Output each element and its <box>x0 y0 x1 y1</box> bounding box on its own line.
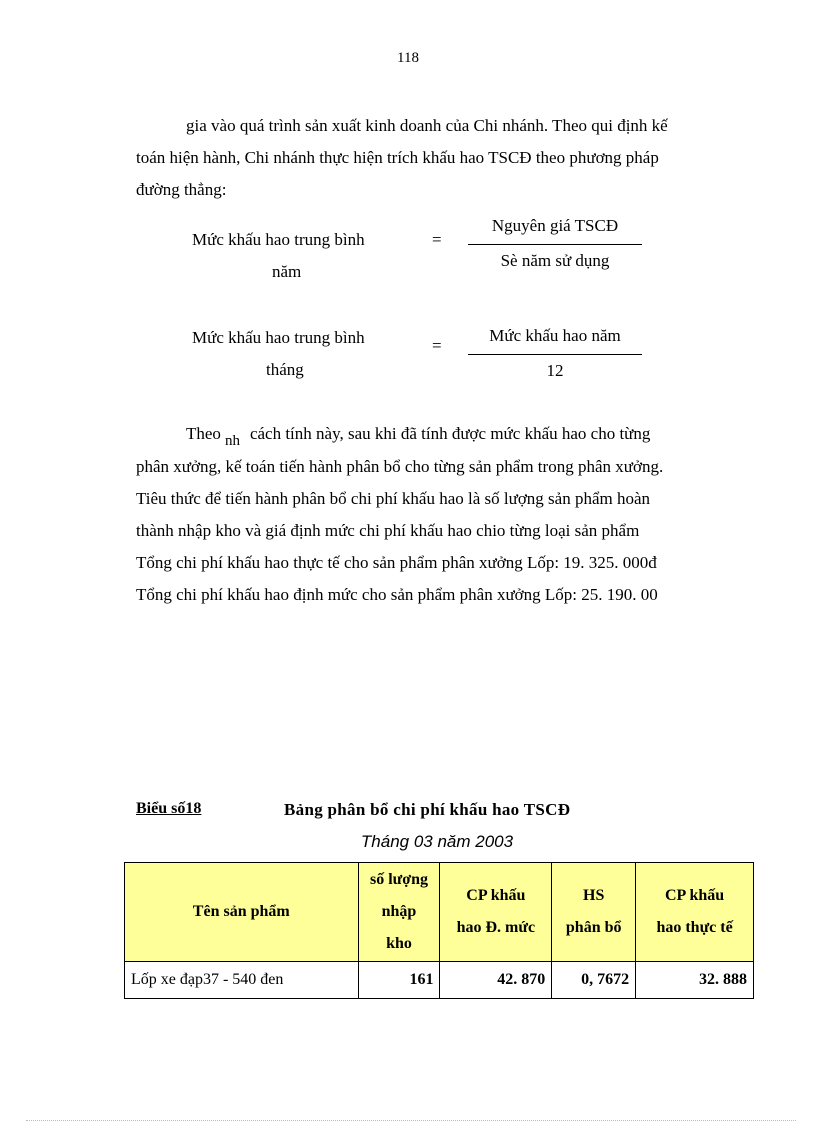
text-line: đường thẳng: <box>136 180 227 199</box>
cell-cp-norm: 42. 870 <box>440 962 552 999</box>
formula-monthly-label <box>192 322 392 386</box>
header-line: CP khấu <box>665 887 725 904</box>
header-line: kho <box>386 935 412 952</box>
fraction-monthly <box>468 326 642 381</box>
text-word: Theo <box>186 424 221 443</box>
cell-quantity: 161 <box>358 962 440 999</box>
subscript-mark: nh <box>224 433 240 449</box>
header-line: số lượng <box>369 871 428 888</box>
cell-product-name: Lốp xe đạp37 - 540 đen <box>125 962 359 999</box>
text-line: thành nhập kho và giá định mức chi phí khấu hao chio từng loại sản phẩm <box>136 521 640 540</box>
header-line: phân bổ <box>565 919 622 936</box>
text-line: Tổng chi phí khấu hao thực tế cho sản phẩm phân xưởng Lốp: 19. 325. 000đ <box>136 553 657 572</box>
text-line: toán hiện hành, Chi nhánh thực hiện trích khấu hao TSCĐ theo phương pháp <box>136 148 659 167</box>
formula-label-line: Mức khấu hao trung bình <box>192 230 365 249</box>
depreciation-allocation-table <box>124 862 754 999</box>
header-line: CP khấu <box>466 887 526 904</box>
text-fragment: cách tính này, sau khi đã tính được mức khấu hao cho từng <box>249 424 651 443</box>
equals-sign: = <box>432 230 442 249</box>
header-quantity <box>358 863 440 962</box>
table-title: Bảng phân bổ chi phí khấu hao TSCĐ <box>284 800 571 819</box>
text-line: Tổng chi phí khấu hao định mức cho sản phẩm phân xưởng Lốp: 25. 190. 00 <box>136 585 658 604</box>
formula-label-line: năm <box>272 262 302 281</box>
header-cp-actual <box>636 863 754 962</box>
table-row <box>125 962 754 999</box>
header-line: hao Đ. mức <box>456 919 536 936</box>
fraction-numerator: Mức khấu hao năm <box>489 326 621 345</box>
fraction-annual <box>468 216 642 271</box>
text-line: phân xưởng, kế toán tiến hành phân bổ cho từng sản phẩm trong phân xưởng. <box>136 457 664 476</box>
page-number: 118 <box>397 50 419 66</box>
header-allocation-coefficient <box>552 863 636 962</box>
header-line: hao thực tế <box>656 919 733 936</box>
text-line <box>136 418 740 451</box>
text-line: Tiêu thức để tiến hành phân bổ chi phí khấu hao là số lượng sản phẩm hoàn <box>136 489 651 508</box>
formula-label-line: Mức khấu hao trung bình <box>192 328 365 347</box>
fraction-numerator: Nguyên giá TSCĐ <box>491 216 619 235</box>
table-subtitle: Tháng 03 năm 2003 <box>360 832 514 851</box>
cell-cp-actual: 32. 888 <box>636 962 754 999</box>
header-cp-norm <box>440 863 552 962</box>
formula-label-line: tháng <box>266 360 304 379</box>
paragraph-allocation <box>136 418 740 611</box>
cell-allocation-coefficient: 0, 7672 <box>552 962 636 999</box>
equals-sign: = <box>432 336 442 355</box>
text-line: gia vào quá trình sản xuất kinh doanh của Chi nhánh. Theo qui định kế <box>186 116 668 135</box>
fraction-denominator: Sè năm sử dụng <box>500 251 610 270</box>
header-line: nhập <box>381 903 417 920</box>
header-product-name: Tên sản phẩm <box>125 863 359 962</box>
table-label: Biểu số18 <box>136 800 202 817</box>
page-bottom-rule <box>26 1120 796 1121</box>
paragraph-depreciation-method <box>136 110 740 206</box>
table-header-row <box>125 863 754 962</box>
formula-annual-label <box>192 224 392 288</box>
fraction-denominator: 12 <box>546 361 564 380</box>
header-line: HS <box>583 887 605 904</box>
